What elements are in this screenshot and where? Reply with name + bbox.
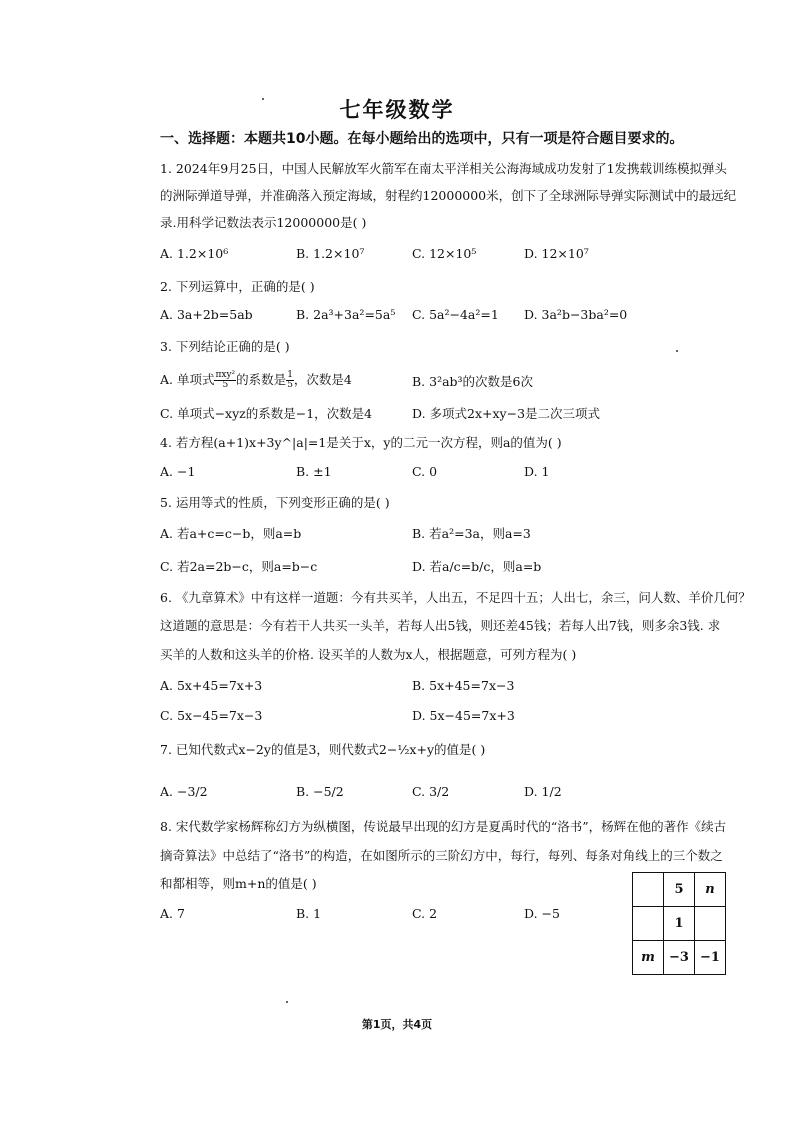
q8-option-a: A. 7 <box>160 906 185 921</box>
q3-option-a-mid: 的系数是 <box>236 372 287 387</box>
grid-cell: −3 <box>664 941 695 975</box>
q8-option-b: B. 1 <box>296 906 322 921</box>
q3-option-d: D. 多项式2x+xy−3是二次三项式 <box>412 406 601 421</box>
q3-option-b: B. 3²ab³的次数是6次 <box>412 374 534 389</box>
q7-option-b: B. −5/2 <box>296 784 344 799</box>
q6-option-b: B. 5x+45=7x−3 <box>412 678 515 693</box>
q2-option-d: D. 3a²b−3ba²=0 <box>524 307 628 322</box>
section-heading: 一、选择题：本题共10小题。在每小题给出的选项中，只有一项是符合题目要求的。 <box>160 131 684 147</box>
q2-option-b: B. 2a³+3a²=5a⁵ <box>296 307 396 322</box>
q1-option-d: D. 12×10⁷ <box>524 246 589 261</box>
fraction-denominator: 5 <box>222 380 229 390</box>
q2-stem: 2. 下列运算中，正确的是( ) <box>160 279 315 294</box>
q5-stem: 5. 运用等式的性质，下列变形正确的是( ) <box>160 495 390 510</box>
q4-stem: 4. 若方程(a+1)x+3y^|a|=1是关于x，y的二元一次方程，则a的值为( ) <box>160 435 562 450</box>
grid-cell: −1 <box>695 941 726 975</box>
q5-option-a: A. 若a+c=c−b，则a=b <box>160 526 302 541</box>
fraction <box>286 371 294 390</box>
q6-line-3: 买羊的人数和这头羊的价格. 设买羊的人数为x人，根据题意，可列方程为( ) <box>160 647 577 662</box>
q6-line-1: 6. 《九章算术》中有这样一道题：今有共买羊，人出五，不足四十五；人出七，余三，问人数、羊价几何？ <box>160 590 751 605</box>
q7-stem: 7. 已知代数式x−2y的值是3，则代数式2−½x+y的值是( ) <box>160 742 486 757</box>
q2-option-a: A. 3a+2b=5ab <box>160 307 253 322</box>
grid-row <box>633 941 726 975</box>
grid-cell <box>695 907 726 941</box>
q4-option-c: C. 0 <box>412 464 438 479</box>
q3-option-a-suffix: ，次数是4 <box>293 372 352 387</box>
grid-row <box>633 907 726 941</box>
scan-speck <box>262 98 264 100</box>
q2-option-c: C. 5a²−4a²=1 <box>412 307 499 322</box>
q1-option-b: B. 1.2×10⁷ <box>296 246 365 261</box>
grid-row <box>633 873 726 907</box>
grid-cell: 1 <box>664 907 695 941</box>
grid-cell: 5 <box>664 873 695 907</box>
q3-option-a <box>160 370 352 390</box>
q6-option-a: A. 5x+45=7x+3 <box>160 678 263 693</box>
q3-option-c: C. 单项式−xyz的系数是−1，次数是4 <box>160 406 373 421</box>
fraction-numerator: 1 <box>287 370 293 380</box>
q1-option-a: A. 1.2×10⁶ <box>160 246 229 261</box>
q6-option-d: D. 5x−45=7x+3 <box>412 708 515 723</box>
q5-option-c: C. 若2a=2b−c，则a=b−c <box>160 559 318 574</box>
q3-stem: 3. 下列结论正确的是( ) <box>160 339 290 354</box>
q6-line-2: 这道题的意思是：今有若干人共买一头羊，若每人出5钱，则还差45钱；若每人出7钱，则多余3钱. 求 <box>160 618 721 633</box>
q7-option-d: D. 1/2 <box>524 784 562 799</box>
grid-cell: n <box>695 873 726 907</box>
q4-option-b: B. ±1 <box>296 464 332 479</box>
q8-option-c: C. 2 <box>412 906 438 921</box>
q1-line-2: 的洲际弹道导弹，并准确落入预定海域，射程约12000000米，创下了全球洲际导弹实际测试中的最远纪 <box>160 188 737 203</box>
q4-option-a: A. −1 <box>160 464 196 479</box>
q7-option-c: C. 3/2 <box>412 784 450 799</box>
page-footer: 第1页，共4页 <box>361 1018 433 1031</box>
q3-option-a-prefix: A. 单项式 <box>160 372 215 387</box>
q8-line-1: 8. 宋代数学家杨辉称幻方为纵横图，传说最早出现的幻方是夏禹时代的“洛书”，杨辉在他的著作《续古 <box>160 819 727 834</box>
grid-cell <box>633 907 664 941</box>
q7-option-a: A. −3/2 <box>160 784 208 799</box>
page-title: 七年级数学 <box>339 98 455 122</box>
fraction <box>214 371 236 390</box>
fraction-denominator: 5 <box>287 380 293 390</box>
q6-option-c: C. 5x−45=7x−3 <box>160 708 263 723</box>
q5-option-b: B. 若a²=3a，则a=3 <box>412 526 531 541</box>
q5-option-d: D. 若a/c=b/c，则a=b <box>412 559 542 574</box>
q8-line-3: 和都相等，则m+n的值是( ) <box>160 876 317 891</box>
scan-speck <box>286 1001 288 1003</box>
scan-speck <box>676 350 678 352</box>
q1-line-1: 1. 2024年9月25日，中国人民解放军火箭军在南太平洋相关公海海域成功发射了1发携载训练模拟弹头 <box>160 161 728 176</box>
q4-option-d: D. 1 <box>524 464 550 479</box>
q1-line-3: 录.用科学记数法表示12000000是( ) <box>160 215 367 230</box>
magic-square-grid <box>632 872 726 975</box>
grid-cell <box>633 873 664 907</box>
fraction-numerator: πxy² <box>215 370 236 380</box>
q8-line-2: 摘奇算法》中总结了“洛书”的构造，在如图所示的三阶幻方中，每行，每列、每条对角线上的三个数之 <box>160 848 723 863</box>
q8-option-d: D. −5 <box>524 906 560 921</box>
q1-option-c: C. 12×10⁵ <box>412 246 477 261</box>
grid-cell: m <box>633 941 664 975</box>
